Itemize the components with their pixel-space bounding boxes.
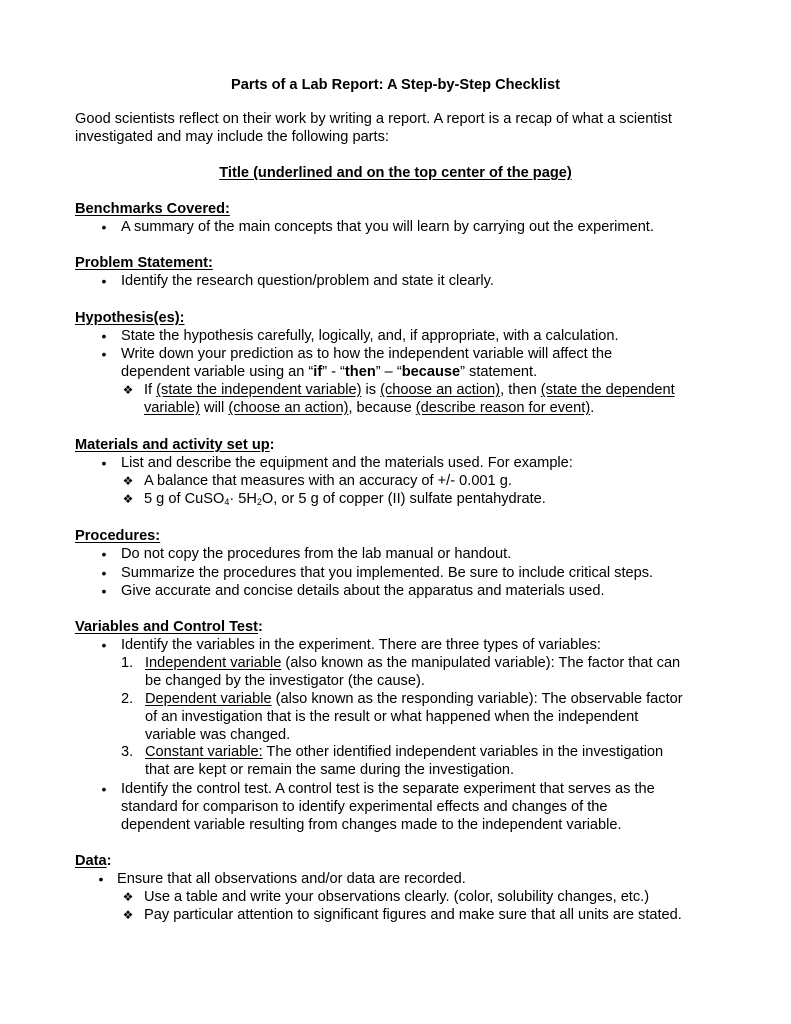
bullet-icon: • [101, 219, 107, 235]
variables-heading: Variables and Control Test: [75, 619, 263, 635]
list-number: 3. [121, 744, 134, 760]
diamond-bullet-icon: ❖ [122, 890, 134, 904]
bullet-icon: • [101, 637, 107, 653]
benchmarks-heading: Benchmarks Covered: [75, 201, 230, 217]
document-title: Parts of a Lab Report: A Step-by-Step Checklist [231, 77, 560, 93]
procedures-bullet-3: Give accurate and concise details about the apparatus and materials used. [121, 583, 605, 599]
bullet-icon: • [101, 546, 107, 562]
bullet-icon: • [101, 328, 107, 344]
diamond-bullet-icon: ❖ [122, 908, 134, 922]
procedures-bullet-2: Summarize the procedures that you implemented. Be sure to include critical steps. [121, 565, 654, 581]
materials-bullet-1: List and describe the equipment and the materials used. For example: [121, 455, 573, 471]
dependent-variable-line-2: of an investigation that is the result or what happened when the independent [145, 709, 639, 725]
bullet-icon: • [98, 871, 104, 887]
independent-variable-line-2: be changed by the investigator (the cause). [145, 673, 425, 689]
bullet-icon: • [101, 583, 107, 599]
hypothesis-template-line-2: variable) will (choose an action), because (describe reason for event). [144, 400, 595, 416]
bullet-icon: • [101, 273, 107, 289]
diamond-bullet-icon: ❖ [122, 492, 134, 506]
benchmarks-bullet-1: A summary of the main concepts that you will learn by carrying out the experiment. [121, 219, 654, 235]
procedures-heading: Procedures: [75, 528, 161, 544]
bullet-icon: • [101, 565, 107, 581]
hypothesis-bullet-2-line-2: dependent variable using an “if” - “then” – “because” statement. [121, 364, 538, 380]
dependent-variable-line-3: variable was changed. [145, 727, 291, 743]
hypothesis-heading: Hypothesis(es): [75, 310, 185, 326]
diamond-bullet-icon: ❖ [122, 383, 134, 397]
data-sub-bullet-2: Pay particular attention to significant figures and make sure that all units are stated. [144, 907, 682, 923]
materials-example-1: A balance that measures with an accuracy of +/- 0.001 g. [144, 473, 512, 489]
hypothesis-bullet-2-line-1: Write down your prediction as to how the independent variable will affect the [121, 346, 613, 362]
list-number: 1. [121, 655, 134, 671]
control-test-line-3: dependent variable resulting from changes made to the independent variable. [121, 817, 622, 833]
data-bullet-1: Ensure that all observations and/or data are recorded. [117, 871, 466, 887]
bullet-icon: • [101, 781, 107, 797]
bullet-icon: • [101, 455, 107, 471]
intro-line-1: Good scientists reflect on their work by writing a report. A report is a recap of what a scientist [75, 111, 672, 127]
procedures-bullet-1: Do not copy the procedures from the lab manual or handout. [121, 546, 512, 562]
list-number: 2. [121, 691, 134, 707]
hypothesis-template-line-1: If (state the independent variable) is (choose an action), then (state the dependent [144, 382, 675, 398]
constant-variable-line-2: that are kept or remain the same during the investigation. [145, 762, 515, 778]
constant-variable-line-1: Constant variable: The other identified independent variables in the investigation [145, 744, 664, 760]
diamond-bullet-icon: ❖ [122, 474, 134, 488]
control-test-line-1: Identify the control test. A control test is the separate experiment that serves as the [121, 781, 655, 797]
data-sub-bullet-1: Use a table and write your observations clearly. (color, solubility changes, etc.) [144, 889, 650, 905]
materials-example-2: 5 g of CuSO$_4$· $5H_2O$, or 5 g of copper (II) sulfate pentahydrate. [144, 491, 546, 507]
hypothesis-bullet-1: State the hypothesis carefully, logically, and, if appropriate, with a calculation. [121, 328, 619, 344]
control-test-line-2: standard for comparison to identify experimental effects and changes of the [121, 799, 608, 815]
bullet-icon: • [101, 346, 107, 362]
variables-bullet-1: Identify the variables in the experiment. There are three types of variables: [121, 637, 601, 653]
data-heading: Data: [75, 853, 112, 869]
problem-bullet-1: Identify the research question/problem and state it clearly. [121, 273, 494, 289]
intro-line-2: investigated and may include the following parts: [75, 129, 389, 145]
materials-heading: Materials and activity set up: [75, 437, 275, 453]
problem-heading: Problem Statement: [75, 255, 213, 271]
dependent-variable-line-1: Dependent variable (also known as the responding variable): The observable factor [145, 691, 683, 707]
title-section-heading: Title (underlined and on the top center of the page) [219, 165, 572, 181]
independent-variable-line-1: Independent variable (also known as the manipulated variable): The factor that can [145, 655, 681, 671]
